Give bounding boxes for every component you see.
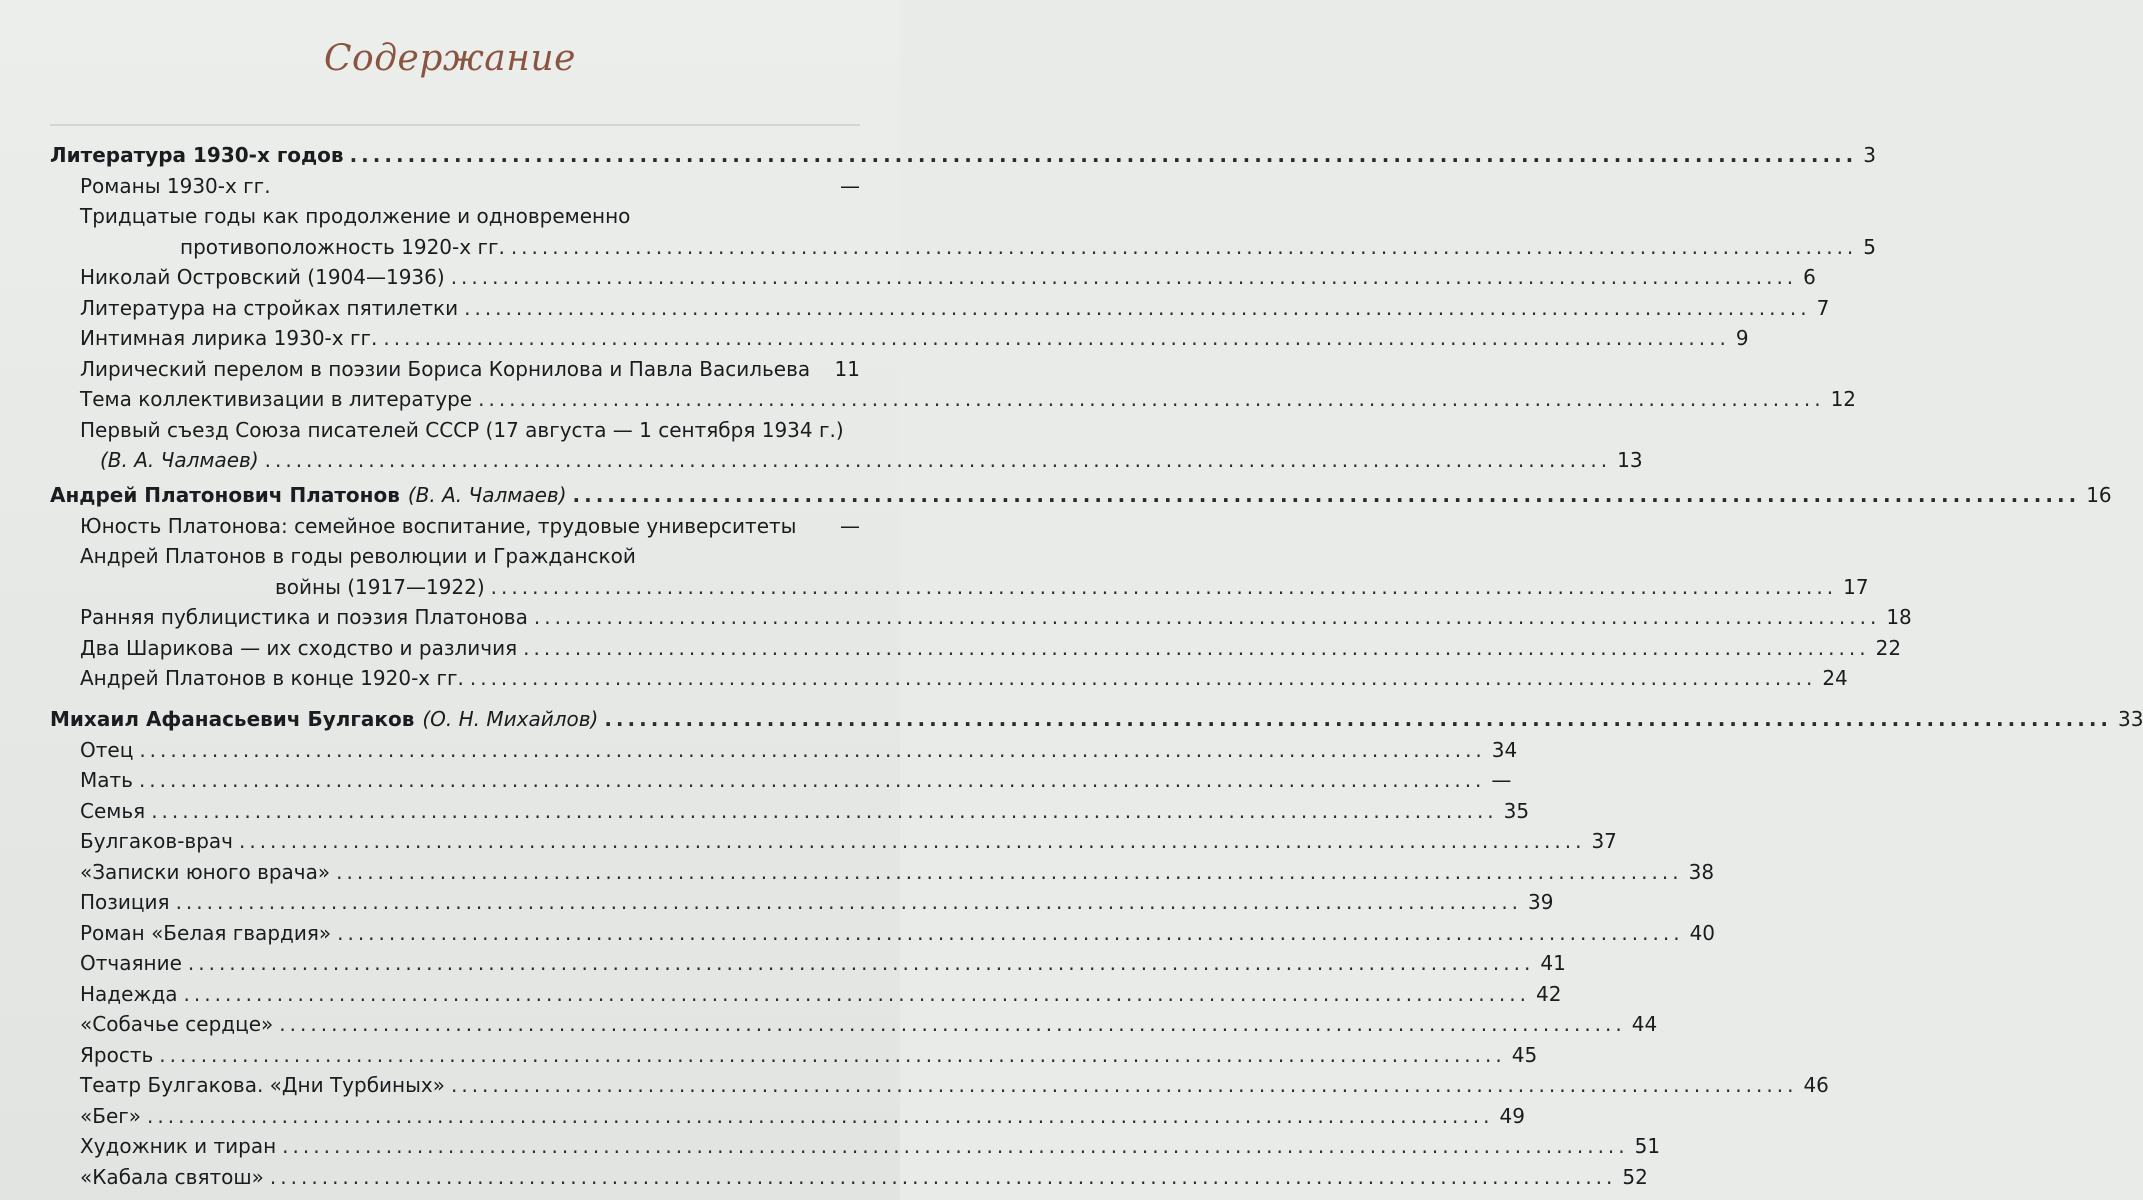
toc-entry-label: Роман «Белая гвардия» — [80, 920, 332, 945]
toc-entry-label: Позиция — [80, 890, 170, 914]
toc-entry-label[interactable]: Первый съезд Союза писателей СССР (17 августа — 1 сентября 1934 г.) — [80, 417, 844, 442]
toc-entry[interactable] — [50, 1162, 1648, 1193]
toc-entry[interactable] — [50, 796, 1530, 827]
toc-entry-label: Ярость — [80, 1042, 154, 1067]
page-number: 13 — [1617, 448, 1643, 472]
page-number: 3 — [1863, 143, 1877, 167]
page-number: 34 — [1491, 737, 1518, 762]
page-number: 37 — [1591, 829, 1617, 853]
leader-dots: .................................................................................................................................. — [450, 265, 1798, 289]
leader-dots: .................................................................................................................................. — [337, 920, 1684, 945]
toc-entry-label: Романы 1930-х гг. — [80, 173, 271, 198]
leader-dots: .................................................................................................................................. — [533, 605, 1881, 629]
page-number: 5 — [1863, 234, 1877, 259]
divider — [50, 124, 860, 126]
leader-dots: .................................................................................................................................. — [151, 798, 1498, 823]
toc-entry[interactable] — [50, 735, 1518, 766]
toc-entry[interactable] — [50, 887, 1554, 918]
toc-entry[interactable] — [50, 293, 1830, 324]
page-number: 17 — [1843, 574, 1869, 599]
page-number: 12 — [1830, 387, 1857, 411]
page-number: 45 — [1511, 1042, 1538, 1067]
toc-entry[interactable] — [50, 1101, 1525, 1132]
toc-entry[interactable] — [50, 572, 1869, 603]
page-number: 9 — [1735, 326, 1749, 350]
leader-dots: .................................................................................................................................. — [139, 737, 1486, 762]
toc-entry-label: Андрей Платонов в конце 1920-х гг. — [80, 666, 464, 690]
toc-entry-label: «Бег» — [80, 1103, 142, 1128]
toc-entry-label: Юность Платонова: семейное воспитание, трудовые университеты — [80, 513, 797, 538]
leader-dots: .................................................................................................................................. — [478, 387, 1825, 411]
toc-entry-label: Николай Островский (1904—1936) — [80, 265, 445, 289]
toc-heading[interactable] — [50, 480, 2112, 511]
page-number: 33 — [2118, 707, 2143, 731]
page-number: — — [840, 173, 860, 198]
toc-section-1930s — [50, 140, 1877, 476]
toc-entry[interactable] — [50, 171, 860, 202]
toc-entry[interactable] — [50, 1070, 1829, 1101]
page-number: 18 — [1886, 605, 1912, 629]
toc-entry[interactable] — [50, 602, 1912, 633]
leader-dots: .................................................................................................................................. — [147, 1103, 1494, 1128]
toc-entry[interactable] — [50, 511, 860, 542]
toc-entry[interactable] — [50, 323, 1749, 354]
leader-dots: .................................................................................................................................. — [279, 1012, 1626, 1036]
leader-dots: .................................................................................................................................. — [349, 143, 1858, 167]
page-number: 44 — [1631, 1012, 1658, 1036]
toc-entry[interactable] — [50, 979, 1562, 1010]
page-number: 7 — [1816, 295, 1830, 320]
toc-entry-label: «Записки юного врача» — [80, 859, 331, 884]
toc-heading[interactable] — [50, 140, 1877, 171]
leader-dots: .................................................................................................................................. — [469, 666, 1817, 690]
toc-entry[interactable] — [50, 262, 1816, 293]
page-number: 46 — [1803, 1073, 1829, 1097]
page-number: 51 — [1634, 1134, 1661, 1158]
leader-dots: .................................................................................................................................. — [336, 859, 1683, 884]
page-number: 6 — [1803, 265, 1816, 289]
page-title: Содержание — [324, 38, 576, 79]
page-number: 38 — [1688, 859, 1715, 884]
toc-entry-label: Семья — [80, 798, 146, 823]
page-number: 24 — [1822, 666, 1848, 690]
toc-entry-label: Два Шарикова — их сходство и различия — [80, 635, 518, 660]
page-number: 42 — [1536, 981, 1562, 1006]
toc-entry-label: «Собачье сердце» — [80, 1012, 274, 1036]
page-number: 40 — [1689, 920, 1716, 945]
page-number: 52 — [1622, 1164, 1648, 1189]
toc-entry[interactable] — [50, 857, 1715, 888]
page-number: 22 — [1875, 635, 1902, 660]
toc-heading-author: (В. А. Чалмаев) — [407, 483, 567, 507]
toc-entry[interactable] — [50, 445, 1643, 476]
leader-dots: .................................................................................................................................. — [264, 448, 1612, 472]
toc-heading[interactable] — [50, 704, 2143, 735]
leader-dots: .................................................................................................................................. — [282, 1134, 1629, 1158]
leader-dots: .................................................................................................................................. — [572, 483, 2081, 507]
toc-entry-label: Отчаяние — [80, 951, 182, 975]
leader-dots: .................................................................................................................................. — [159, 1042, 1506, 1067]
leader-dots: .................................................................................................................................. — [604, 707, 2113, 731]
leader-dots: .................................................................................................................................. — [383, 326, 1730, 350]
toc-heading-label: Михаил Афанасьевич Булгаков — [50, 707, 415, 731]
toc-heading-label: Андрей Платонович Платонов — [50, 483, 400, 507]
toc-entry-label: Ранняя публицистика и поэзия Платонова — [80, 605, 528, 629]
toc-entry-label: Художник и тиран — [80, 1134, 277, 1158]
toc-entry-label: Надежда — [80, 981, 178, 1006]
leader-dots: .................................................................................................................................. — [490, 574, 1838, 599]
toc-entry-label: Лирический перелом в поэзии Бориса Корнилова и Павла Васильева — [80, 356, 811, 381]
toc-entry-label: Отец — [80, 737, 134, 762]
toc-entry[interactable] — [50, 1040, 1538, 1071]
toc-section-bulgakov — [50, 704, 2143, 1192]
toc-entry[interactable] — [50, 663, 1848, 694]
leader-dots: .................................................................................................................................. — [464, 295, 1811, 320]
toc-entry[interactable] — [50, 1009, 1658, 1040]
toc-entry-label: Литература на стройках пятилетки — [80, 295, 459, 320]
toc-entry-label: Театр Булгакова. «Дни Турбиных» — [80, 1073, 445, 1097]
toc-entry[interactable] — [50, 1131, 1661, 1162]
page-number: 39 — [1528, 890, 1554, 914]
toc-entry-label: Тема коллективизации в литературе — [80, 387, 473, 411]
toc-entry-label: «Кабала святош» — [80, 1164, 264, 1189]
leader-dots: .................................................................................................................................. — [175, 890, 1523, 914]
leader-dots: .................................................................................................................................. — [238, 829, 1586, 853]
leader-dots: .................................................................................................................................. — [183, 981, 1530, 1006]
page-number: — — [840, 513, 860, 538]
toc-heading-author: (О. Н. Михайлов) — [422, 707, 599, 731]
toc-entry-label: Мать — [80, 768, 133, 792]
leader-dots: .................................................................................................................................. — [523, 635, 1870, 660]
toc-entry-label: Интимная лирика 1930-х гг. — [80, 326, 378, 350]
leader-dots: .................................................................................................................................. — [187, 951, 1535, 975]
toc-entry[interactable] — [50, 633, 1902, 664]
page-number: — — [1491, 768, 1512, 792]
leader-dots: .................................................................................................................................. — [269, 1164, 1617, 1189]
toc-entry-label-cont: войны (1917—1922) — [275, 574, 485, 599]
toc-entry-label[interactable]: Андрей Платонов в годы революции и Гражданской — [80, 544, 636, 568]
page-number: 49 — [1499, 1103, 1525, 1128]
toc-entry[interactable] — [50, 918, 1716, 949]
toc-heading-label: Литература 1930-х годов — [50, 143, 344, 167]
toc-entry[interactable] — [50, 232, 1877, 263]
toc-section-platonov — [50, 480, 2112, 694]
toc-entry[interactable] — [50, 384, 1857, 415]
toc-entry[interactable] — [50, 826, 1617, 857]
toc-entry[interactable] — [50, 354, 860, 385]
toc-entry[interactable] — [50, 948, 1566, 979]
leader-dots: .................................................................................................................................. — [510, 234, 1858, 259]
page-number: 35 — [1503, 798, 1530, 823]
page-number: 16 — [2086, 483, 2112, 507]
page-number: 41 — [1540, 951, 1566, 975]
toc-entry-label: Булгаков-врач — [80, 829, 233, 853]
toc-entry-author: (В. А. Чалмаев) — [100, 448, 259, 472]
leader-dots: .................................................................................................................................. — [450, 1073, 1798, 1097]
page-number: 11 — [834, 356, 860, 381]
toc-entry[interactable] — [50, 765, 1512, 796]
toc-entry-label[interactable]: Тридцатые годы как продолжение и одновременно — [80, 204, 631, 228]
leader-dots: .................................................................................................................................. — [138, 768, 1486, 792]
toc-entry-label-cont: противоположность 1920-х гг. — [180, 234, 505, 259]
